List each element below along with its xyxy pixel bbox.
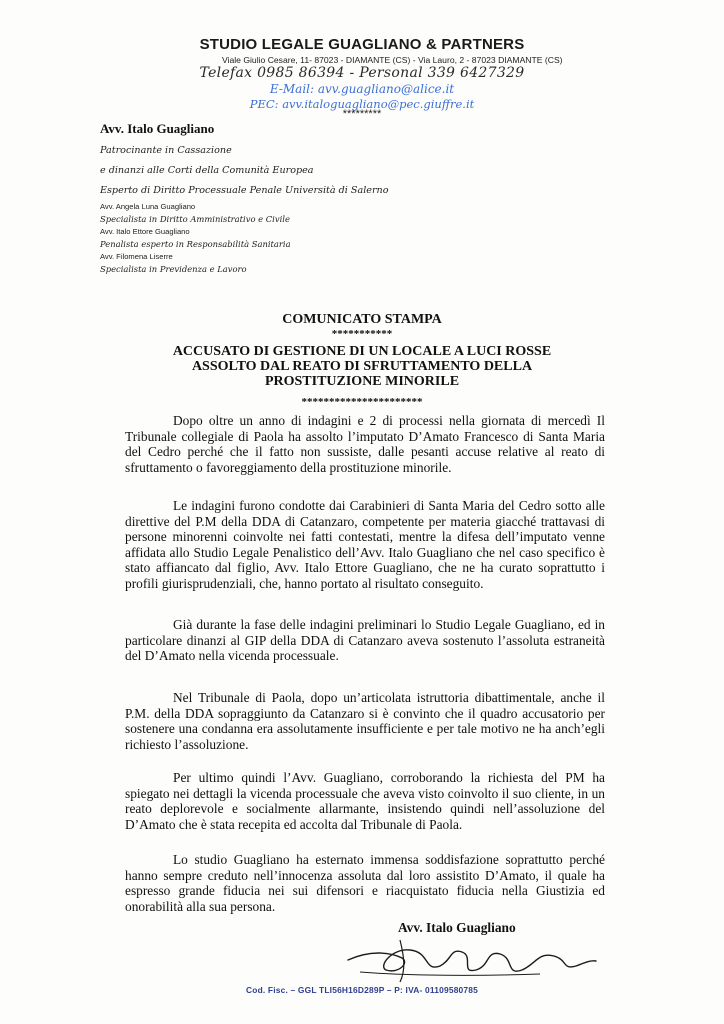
title-line: PROSTITUZIONE MINORILE (264, 374, 460, 389)
signatory-name: Avv. Italo Guagliano (398, 920, 516, 935)
associate-name: Avv. Angela Luna Guagliano (100, 202, 196, 211)
body-paragraph (125, 770, 605, 832)
main-lawyer-title: Esperto di Diritto Processuale Penale Università di Salerno (100, 185, 389, 196)
lawyers-block (100, 121, 389, 276)
firm-name: STUDIO LEGALE GUAGLIANO & PARTNERS (199, 36, 525, 53)
associate-name: Avv. Italo Ettore Guagliano (100, 227, 190, 236)
body-paragraph (125, 413, 605, 475)
handwritten-signature (340, 930, 600, 985)
title-line: ACCUSATO DI GESTIONE DI UN LOCALE A LUCI ROSSE (172, 344, 552, 359)
title-separator: ********************** (301, 396, 423, 408)
paragraph-text: Lo studio Guagliano ha esternato immensa soddisfazione soprattutto perché hanno sempre creduto nell’innocenza assoluta dal loro assistito D’Amato, il quale ha espresso grande fiducia nei sui difensori e riacquistato fiducia nella Giustizia ed onorabilità alla sua persona. (125, 852, 605, 914)
heading-separator: *********** (331, 328, 393, 340)
paragraph-text: Già durante la fase delle indagini preliminari lo Studio Legale Guagliano, ed in particolare dinanzi al GIP della DDA di Catanzaro aveva sostenuto l’assoluta estraneità del D’Amato nella vicenda processuale. (125, 617, 605, 664)
firm-address: Viale Giulio Cesare, 11- 87023 - DIAMANTE (CS) - Via Lauro, 2 - 87023 DIAMANTE (CS) (222, 55, 563, 65)
press-release-title (0, 344, 724, 389)
body-paragraph (125, 690, 605, 752)
body-paragraph (125, 498, 605, 592)
firm-email: E-Mail: avv.guagliano@alice.it (269, 82, 455, 96)
body-paragraph (125, 617, 605, 664)
paragraph-text: Dopo oltre un anno di indagini e 2 di processi nella giornata di mercedì Il Tribunale collegiale di Paola ha assolto l’imputato D’Amato Francesco di Santa Maria del Cedro perché che il fatto non sussiste, dalle pesanti accuse relative al reato di sfruttamento o favoreggiamento della prostituzione minorile. (125, 413, 605, 475)
main-lawyer-title: Patrocinante in Cassazione (100, 145, 232, 156)
tax-code-footer: Cod. Fisc. – GGL TLI56H16D289P – P: IVA- 01109580785 (246, 985, 478, 995)
associate-specialty: Specialista in Diritto Amministrativo e Civile (100, 214, 290, 224)
title-line: ASSOLTO DAL REATO DI SFRUTTAMENTO DELLA (191, 359, 533, 374)
main-lawyer-name: Avv. Italo Guagliano (100, 121, 215, 136)
main-lawyer-title: e dinanzi alle Corti della Comunità Europea (100, 165, 314, 176)
body-paragraph (125, 852, 605, 914)
associate-name: Avv. Filomena Liserre (100, 252, 173, 261)
associate-specialty: Penalista esperto in Responsabilità Sanitaria (100, 239, 291, 249)
associate-specialty: Specialista in Previdenza e Lavoro (100, 264, 247, 274)
letterhead-separator: ********* (342, 108, 382, 120)
press-release-label: COMUNICATO STAMPA (282, 312, 442, 327)
paragraph-text: Le indagini furono condotte dai Carabinieri di Santa Maria del Cedro sotto alle direttive del P.M della DDA di Catanzaro, competente per materia giacché trattavasi di persone minorenni coinvolte nei fatti contestati, mentre la difesa dell’imputato venne affidata allo Studio Legale Penalistico dell’Avv. Italo Guagliano che nel caso specifico è stato affiancato dal figlio, Avv. Italo Ettore Guagliano, che ne ha curato soprattutto i profili giurisprudenziali, che, hanno portato al risultato conseguito. (125, 498, 605, 591)
paragraph-text: Nel Tribunale di Paola, dopo un’articolata istruttoria dibattimentale, anche il P.M. della DDA sopraggiunto da Catanzaro si è convinto che il quadro accusatorio per sostenere una condanna era assolutamente insufficiente e per tale motivo ne ha anch’egli richiesto l’assoluzione. (125, 690, 605, 752)
paragraph-text: Per ultimo quindi l’Avv. Guagliano, corroborando la richiesta del PM ha spiegato nei dettagli la vicenda processuale che aveva visto coinvolto il suo cliente, in un reato deplorevole e socialmente allarmante, insistendo quindi nell’assoluzione del D’Amato che è stata recepita ed accolta dal Tribunale di Paola. (125, 770, 605, 832)
firm-pec: PEC: avv.italoguagliano@pec.giuffre.it (249, 97, 475, 111)
firm-phones: Telefax 0985 86394 - Personal 339 6427329 (199, 65, 525, 81)
